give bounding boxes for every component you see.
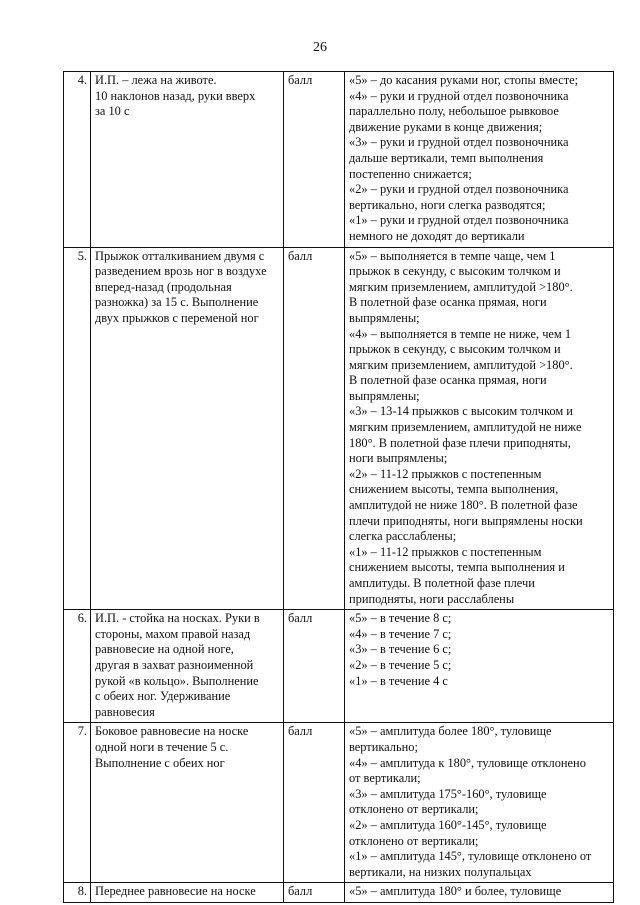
exercise-line: за 10 с [95, 104, 130, 119]
exercise-line: И.П. - стойка на носках. Руки в [95, 611, 260, 626]
criteria-line: «5» – амплитуда более 180°, туловище [349, 724, 552, 739]
criteria-table [63, 71, 614, 903]
exercise-line: Выполнение с обеих ног [95, 755, 225, 770]
unit-cell: балл [284, 610, 345, 723]
row-number: 8. [64, 883, 91, 903]
criteria-line: «1» – 11-12 прыжков с постепенным [349, 544, 542, 559]
criteria-line: «3» – 13-14 прыжков с высоким толчком и [349, 404, 573, 419]
criteria-cell [345, 883, 614, 903]
criteria-line: «4» – выполняется в темпе не ниже, чем 1 [349, 326, 572, 341]
unit-cell: балл [284, 883, 345, 903]
criteria-line: 180°. В полетной фазе плечи приподняты, [349, 435, 571, 450]
criteria-line: ноги выпрямлены; [349, 451, 448, 466]
criteria-table-body [64, 72, 614, 903]
unit-cell: балл [284, 72, 345, 248]
criteria-line: «3» – амплитуда 175°-160°, туловище [349, 786, 547, 801]
criteria-line: постепенно снижается; [349, 166, 472, 181]
row-number: 4. [64, 72, 91, 248]
criteria-cell [345, 723, 614, 883]
exercise-line: 10 наклонов назад, руки вверх [95, 88, 256, 103]
exercise-line: разножка) за 15 с. Выполнение [95, 295, 259, 310]
criteria-line: В полетной фазе осанка прямая, ноги [349, 295, 547, 310]
criteria-line: «4» – в течение 7 с; [349, 626, 452, 641]
exercise-line: рукой «в кольцо». Выполнение [95, 673, 259, 688]
exercise-line: другая в захват разноименной [95, 657, 254, 672]
criteria-line: выпрямлены; [349, 310, 420, 325]
row-number: 5. [64, 247, 91, 610]
criteria-line: «4» – руки и грудной отдел позвоночника [349, 88, 569, 103]
exercise-line: Переднее равновесие на носке [95, 884, 256, 899]
criteria-line: вертикально; [349, 739, 418, 754]
criteria-line: «5» – амплитуда 180° и более, туловище [349, 884, 562, 899]
criteria-line: «1» – в течение 4 с [349, 673, 448, 688]
criteria-line: «5» – выполняется в темпе чаще, чем 1 [349, 248, 556, 263]
criteria-line: «3» – руки и грудной отдел позвоночника [349, 135, 569, 150]
criteria-line: от вертикали; [349, 771, 421, 786]
criteria-line: «2» – амплитуда 160°-145°, туловище [349, 817, 547, 832]
exercise-line: разведением врозь ног в воздухе [95, 264, 267, 279]
row-number: 6. [64, 610, 91, 723]
criteria-line: «2» – руки и грудной отдел позвоночника [349, 182, 569, 197]
exercise-cell [91, 610, 284, 723]
criteria-line: «1» – амплитуда 145°, туловище отклонено от [349, 849, 592, 864]
criteria-line: «1» – руки и грудной отдел позвоночника [349, 213, 569, 228]
exercise-cell [91, 883, 284, 903]
exercise-line: одной ноги в течение 5 с. [95, 739, 229, 754]
exercise-cell [91, 72, 284, 248]
criteria-line: снижением высоты, темпа выполнения, [349, 482, 559, 497]
criteria-line: «2» – в течение 5 с; [349, 657, 452, 672]
unit-cell: балл [284, 247, 345, 610]
criteria-line: мягким приземлением, амплитудой не ниже [349, 420, 582, 435]
table-row [64, 247, 614, 610]
exercise-cell [91, 723, 284, 883]
criteria-line: мягким приземлением, амплитудой >180°. [349, 279, 573, 294]
exercise-line: равновесие на одной ноге, [95, 642, 234, 657]
table-row [64, 883, 614, 903]
criteria-line: прыжок в секунду, с высоким толчком и [349, 342, 561, 357]
exercise-line: Прыжок отталкиванием двумя с [95, 248, 265, 263]
criteria-line: параллельно полу, небольшое рывковое [349, 104, 559, 119]
criteria-line: «2» – 11-12 прыжков с постепенным [349, 466, 542, 481]
criteria-cell [345, 72, 614, 248]
criteria-line: В полетной фазе осанка прямая, ноги [349, 373, 547, 388]
criteria-line: выпрямлены; [349, 388, 420, 403]
criteria-cell [345, 610, 614, 723]
criteria-line: отклонено от вертикали; [349, 802, 479, 817]
criteria-line: слегка расслаблены; [349, 529, 457, 544]
exercise-cell [91, 247, 284, 610]
table-row [64, 610, 614, 723]
criteria-line: «5» – в течение 8 с; [349, 611, 452, 626]
exercise-line: И.П. – лежа на животе. [95, 73, 217, 87]
criteria-line: вертикали, на низких полупальцах [349, 864, 532, 879]
criteria-line: прыжок в секунду, с высоким толчком и [349, 264, 561, 279]
criteria-line: приподняты, ноги расслаблены [349, 591, 515, 606]
criteria-line: амплитуды. В полетной фазе плечи [349, 576, 535, 590]
criteria-line: мягким приземлением, амплитудой >180°. [349, 357, 573, 372]
exercise-line: стороны, махом правой назад [95, 626, 251, 641]
page-number: 26 [313, 40, 327, 55]
criteria-line: «3» – в течение 6 с; [349, 642, 452, 657]
table-row [64, 72, 614, 248]
exercise-line: с обеих ног. Удерживание [95, 689, 231, 704]
table-row [64, 723, 614, 883]
exercise-line: вперед-назад (продольная [95, 279, 232, 294]
criteria-line: «5» – до касания руками ног, стопы вместе; [349, 73, 579, 87]
row-number: 7. [64, 723, 91, 883]
criteria-line: движение руками в конце движения; [349, 119, 543, 134]
exercise-line: двух прыжков с переменой ног [95, 310, 259, 325]
criteria-line: снижением высоты, темпа выполнения и [349, 560, 565, 575]
criteria-line: «4» – амплитуда к 180°, туловище отклонено [349, 755, 586, 770]
criteria-line: отклонено от вертикали; [349, 833, 479, 848]
criteria-line: немного не доходят до вертикали [349, 228, 525, 243]
unit-cell: балл [284, 723, 345, 883]
criteria-line: вертикально, ноги слегка разводятся; [349, 197, 546, 212]
criteria-line: плечи приподняты, ноги выпрямлены носки [349, 513, 583, 528]
criteria-line: амплитудой не ниже 180°. В полетной фазе [349, 498, 578, 513]
exercise-line: равновесия [95, 704, 155, 719]
exercise-line: Боковое равновесие на носке [95, 724, 249, 739]
criteria-line: дальше вертикали, темп выполнения [349, 150, 544, 165]
criteria-cell [345, 247, 614, 610]
